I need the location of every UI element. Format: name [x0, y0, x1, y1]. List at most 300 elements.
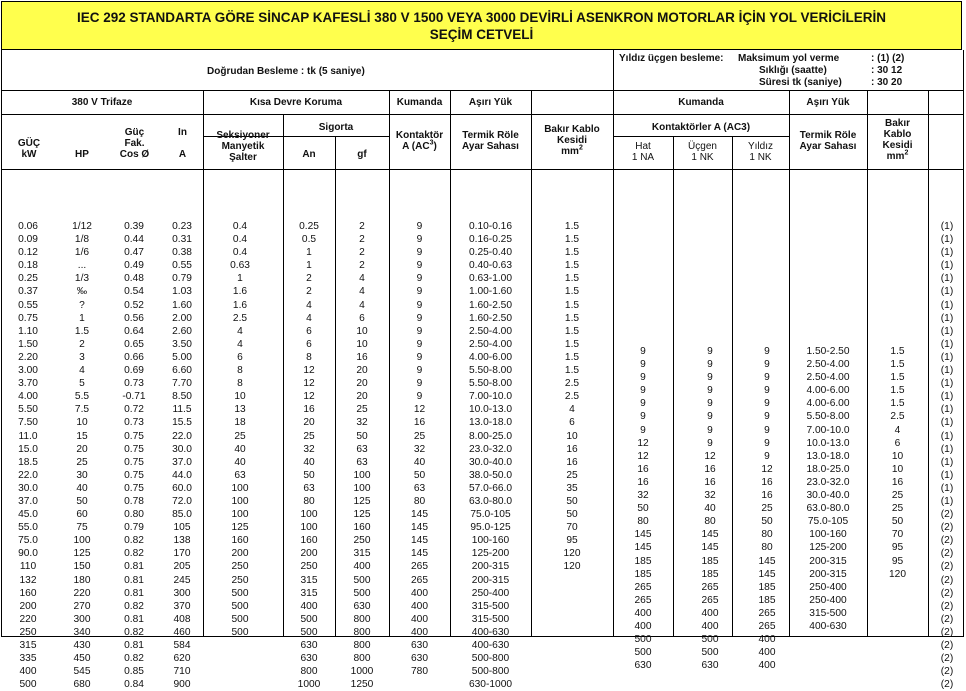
- cell-hat: 16: [637, 463, 649, 475]
- cell-seks: 1.6: [232, 299, 248, 311]
- cell-cos: 0.75: [124, 430, 144, 442]
- max-start-values: : (1) (2): [871, 53, 905, 64]
- cell-ucgen: 9: [707, 398, 713, 410]
- cell-in: 900: [173, 679, 191, 691]
- cell-ucgen: 40: [704, 503, 716, 515]
- column-note: [930, 220, 964, 691]
- cell-kw: 15.0: [18, 443, 38, 455]
- cell-gf: 4: [359, 273, 365, 285]
- cell-kont: 400: [411, 626, 428, 638]
- cell-in: 0.31: [172, 234, 192, 246]
- cell-seks: 8: [237, 365, 243, 377]
- cell-bakir2: 6: [894, 437, 901, 449]
- cell-seks: 125: [231, 522, 249, 534]
- cell-hp: 340: [73, 626, 91, 638]
- cell-termik2: 100-160: [809, 529, 847, 541]
- cell-kw: 0.18: [18, 260, 38, 272]
- cell-termik: 13.0-18.0: [468, 417, 513, 429]
- cell-kw: 160: [19, 587, 37, 599]
- cell-hp: 450: [73, 653, 91, 665]
- cell-yildiz: 16: [761, 476, 773, 488]
- title-line-1: IEC 292 STANDARTA GÖRE SİNCAP KAFESLİ 380 V 1500 VEYA 3000 DEVİRLİ ASENKRON MOTORLAR İÇİN YOL VERİCİLERİN: [77, 10, 886, 25]
- cell-hat: 9: [640, 359, 646, 371]
- cell-gf: 800: [353, 653, 371, 665]
- cell-yildiz: 400: [758, 634, 776, 646]
- cell-cos: 0.78: [124, 495, 144, 507]
- cell-ucgen: 9: [707, 437, 713, 449]
- cell-kont: 400: [411, 613, 428, 625]
- cell-kont: 9: [416, 221, 423, 232]
- cell-termik: 250-400: [471, 587, 510, 599]
- cell-cos: 0.64: [124, 325, 144, 337]
- cell-hat: 9: [640, 346, 646, 357]
- cell-bakir: 1.5: [564, 299, 580, 311]
- column-hp: [57, 220, 107, 691]
- cell-termik2: 250-400: [809, 594, 847, 606]
- cell-seks: 500: [231, 626, 249, 638]
- cell-kw: 22.0: [18, 469, 38, 481]
- cell-in: 30.0: [172, 443, 192, 455]
- header-line: Hat 1 NA: [631, 141, 655, 163]
- cell-in: 11.5: [172, 404, 192, 416]
- cell-hat: 265: [634, 594, 652, 606]
- cell-termik: 0.40-0.63: [468, 260, 513, 272]
- cell-cos: 0.66: [124, 351, 144, 363]
- cell-an: 4: [306, 312, 312, 324]
- cell-kont: 400: [411, 587, 428, 599]
- cell-note: (1): [940, 351, 954, 363]
- cell-hp: 50: [76, 495, 88, 507]
- cell-ucgen: 16: [704, 476, 716, 488]
- cell-seks: 13: [234, 404, 246, 416]
- header-copper-cable-2: Bakır Kablo Kesidi $mm^2$: [882, 118, 913, 162]
- cell-seks: 0.4: [232, 221, 248, 232]
- cell-kont: 9: [416, 351, 423, 363]
- cell-kont: 265: [411, 574, 428, 586]
- cell-yildiz: 25: [761, 503, 773, 515]
- cell-in: 1.03: [172, 286, 192, 298]
- cell-cos: 0.56: [124, 312, 144, 324]
- duration-label: Süresi tk (saniye): [759, 77, 842, 88]
- cell-termik: 0.25-0.40: [468, 247, 513, 259]
- cell-cos: 0.72: [124, 404, 144, 416]
- cell-kont: 25: [413, 430, 426, 442]
- cell-in: 0.79: [172, 273, 192, 285]
- cell-note: (1): [940, 286, 954, 298]
- cell-termik: 630-1000: [468, 679, 513, 691]
- cell-termik2: 125-200: [809, 542, 847, 554]
- cell-cos: 0.44: [124, 234, 144, 246]
- cell-an: 0.25: [299, 221, 319, 232]
- cell-an: 500: [300, 613, 318, 625]
- cell-cos: 0.47: [124, 247, 144, 259]
- cell-hat: 400: [634, 620, 652, 632]
- cell-termik2: 250-400: [809, 581, 847, 593]
- cell-termik: 0.63-1.00: [468, 273, 513, 285]
- cell-kw: 7.50: [18, 417, 38, 429]
- cell-ucgen: 32: [704, 490, 716, 502]
- cell-termik: 5.50-8.00: [468, 365, 513, 377]
- cell-kont: 145: [411, 535, 428, 547]
- cell-hat: 32: [637, 490, 649, 502]
- cell-termik2: 18.0-25.0: [806, 463, 850, 475]
- cell-in: 5.00: [172, 351, 192, 363]
- cell-note: (1): [940, 221, 954, 232]
- header-control-2: Kumanda: [678, 97, 724, 108]
- cell-an: 80: [303, 495, 315, 507]
- cell-bakir2: 25: [891, 503, 904, 515]
- cell-cos: 0.48: [124, 273, 144, 285]
- cell-gf: 63: [356, 443, 368, 455]
- header-disconnector: Seksiyoner Manyetik Şalter: [216, 130, 270, 163]
- cell-cos: 0.75: [124, 482, 144, 494]
- cell-hp: 150: [73, 561, 91, 573]
- cell-bakir: 70: [566, 522, 578, 534]
- cell-bakir: 1.5: [564, 273, 580, 285]
- cell-in: 0.38: [172, 247, 192, 259]
- cell-cos: 0.81: [124, 574, 144, 586]
- cell-ucgen: 500: [701, 647, 719, 659]
- cell-bakir2: 1.5: [890, 359, 905, 371]
- cell-note: (2): [940, 600, 954, 612]
- cell-hat: 80: [637, 516, 649, 528]
- cell-bakir: 2.5: [564, 378, 580, 390]
- cell-cos: 0.73: [124, 378, 144, 390]
- cell-termik2: 13.0-18.0: [806, 450, 850, 462]
- cell-hp: 1/3: [74, 273, 90, 285]
- duration-values: : 30 20: [871, 77, 903, 88]
- cell-an: 32: [303, 443, 315, 455]
- cell-note: (2): [940, 535, 954, 547]
- cell-bakir2: 1.5: [890, 346, 905, 357]
- cell-hat: 12: [637, 450, 649, 462]
- cell-gf: 800: [353, 640, 371, 651]
- cell-termik2: 200-315: [809, 568, 847, 580]
- cell-termik: 5.50-8.00: [468, 378, 513, 390]
- cell-cos: 0.73: [124, 417, 144, 429]
- cell-note: (2): [940, 509, 954, 521]
- cell-an: 800: [300, 666, 318, 678]
- cell-kont: 780: [411, 666, 428, 678]
- cell-bakir2: 1.5: [890, 398, 905, 410]
- header-overload: Aşırı Yük: [468, 97, 513, 108]
- cell-termik: 1.00-1.60: [468, 286, 513, 298]
- header-contactors: Kontaktörler A (AC3): [651, 122, 751, 133]
- cell-note: (2): [940, 640, 954, 651]
- header-gf: gf: [357, 149, 367, 160]
- cell-kw: 90.0: [18, 548, 38, 560]
- cell-yildiz: 265: [758, 620, 776, 632]
- cell-note: (1): [940, 469, 954, 481]
- cell-kont: 400: [411, 600, 428, 612]
- header-short-circuit: Kısa Devre Koruma: [249, 97, 343, 108]
- cell-cos: 0.82: [124, 600, 144, 612]
- cell-note: (2): [940, 574, 954, 586]
- cell-hp: 1/12: [72, 221, 92, 232]
- cell-termik: 38.0-50.0: [468, 469, 513, 481]
- cell-cos: 0.81: [124, 587, 144, 599]
- cell-hp: 7.5: [74, 404, 90, 416]
- cell-hp: 40: [76, 482, 88, 494]
- cell-an: 1: [306, 260, 312, 272]
- table-title: [1, 1, 962, 50]
- cell-hp: 1/8: [74, 234, 90, 246]
- cell-note: (1): [940, 325, 954, 337]
- cell-bakir: 50: [566, 509, 578, 521]
- cell-yildiz: 9: [764, 450, 770, 462]
- cell-gf: 800: [353, 613, 371, 625]
- cell-yildiz: 80: [761, 529, 773, 541]
- cell-yildiz: 9: [764, 424, 770, 436]
- cell-an: 630: [300, 653, 318, 665]
- cell-kw: 400: [19, 666, 37, 678]
- cell-kw: 0.55: [18, 299, 38, 311]
- cell-seks: 0.63: [230, 260, 250, 272]
- cell-kw: 0.06: [18, 221, 38, 232]
- cell-kont: 9: [416, 312, 423, 324]
- cell-kont: 16: [413, 417, 426, 429]
- cell-kw: 1.50: [18, 338, 38, 350]
- cell-cos: 0.65: [124, 338, 144, 350]
- column-an: [283, 220, 335, 691]
- cell-termik: 10.0-13.0: [468, 404, 513, 416]
- cell-termik2: 5.50-8.00: [806, 411, 850, 423]
- cell-bakir: 2.5: [564, 391, 580, 403]
- cell-gf: 2: [359, 234, 365, 246]
- header-copper-cable: Bakır Kablo Kesidi $mm^2$: [544, 124, 600, 157]
- cell-yildiz: 265: [758, 607, 776, 619]
- cell-gf: 1000: [350, 666, 374, 678]
- cell-in: 370: [173, 600, 191, 612]
- cell-ucgen: 12: [704, 450, 716, 462]
- cell-bakir: 50: [566, 495, 578, 507]
- cell-in: 0.23: [172, 221, 192, 232]
- cell-ucgen: 185: [701, 568, 719, 580]
- cell-bakir2: 95: [891, 555, 904, 567]
- column-gf: [335, 220, 389, 691]
- cell-yildiz: 12: [761, 463, 773, 475]
- cell-termik2: 10.0-13.0: [806, 437, 850, 449]
- cell-ucgen: 9: [707, 372, 713, 384]
- cell-gf: 63: [356, 456, 368, 468]
- cell-hp: 20: [76, 443, 88, 455]
- cell-kw: 110: [19, 561, 37, 573]
- cell-hat: 265: [634, 581, 652, 593]
- cell-termik: 95.0-125: [470, 522, 511, 534]
- cell-seks: 8: [237, 378, 243, 390]
- cell-cos: 0.82: [124, 548, 144, 560]
- cell-bakir2: 25: [891, 490, 904, 502]
- cell-kont: 145: [411, 522, 428, 534]
- cell-bakir: 1.5: [564, 221, 580, 232]
- cell-gf: 100: [353, 482, 371, 494]
- cell-an: 250: [300, 561, 318, 573]
- cell-gf: 400: [353, 561, 371, 573]
- cell-seks: 160: [231, 535, 249, 547]
- cell-hp: 10: [76, 417, 88, 429]
- header-thermal-relay: Termik Röle Ayar Sahası: [462, 130, 519, 152]
- column-disconnector: [209, 220, 271, 639]
- cell-gf: 25: [356, 404, 368, 416]
- cell-kw: 132: [19, 574, 37, 586]
- cell-termik: 200-315: [471, 574, 510, 586]
- cell-in: 22.0: [172, 430, 192, 442]
- cell-termik: 0.10-0.16: [468, 221, 513, 232]
- cell-cos: 0.75: [124, 469, 144, 481]
- cell-note: (2): [940, 548, 954, 560]
- cell-hat: 500: [634, 634, 652, 646]
- cell-seks: 500: [231, 587, 249, 599]
- cell-kw: 45.0: [18, 509, 38, 521]
- cell-an: 6: [306, 325, 312, 337]
- cell-an: 12: [303, 391, 315, 403]
- cell-cos: 0.52: [124, 299, 144, 311]
- cell-termik2: 4.00-6.00: [806, 385, 850, 397]
- cell-yildiz: 9: [764, 346, 770, 357]
- cell-ucgen: 145: [701, 529, 719, 541]
- cell-note: (1): [940, 495, 954, 507]
- cell-kont: 40: [413, 456, 426, 468]
- cell-note: (2): [940, 679, 954, 691]
- cell-kw: 37.0: [18, 495, 38, 507]
- cell-hp: 5.5: [74, 391, 90, 403]
- column-line: [613, 345, 673, 672]
- cell-in: 138: [173, 535, 191, 547]
- cell-cos: 0.81: [124, 613, 144, 625]
- cell-kw: 5.50: [18, 404, 38, 416]
- cell-termik: 1.60-2.50: [468, 312, 513, 324]
- cell-bakir: 1.5: [564, 312, 580, 324]
- cell-ucgen: 80: [704, 516, 716, 528]
- cell-in: 44.0: [172, 469, 192, 481]
- cell-bakir: 120: [563, 548, 581, 560]
- cell-kw: 0.25: [18, 273, 38, 285]
- cell-note: (1): [940, 404, 954, 416]
- cell-kw: 75.0: [18, 535, 38, 547]
- column-copper-cable-2: [867, 345, 928, 581]
- cell-note: (1): [940, 299, 954, 311]
- cell-note: (1): [940, 234, 954, 246]
- cell-bakir: 1.5: [564, 365, 580, 377]
- cell-ucgen: 145: [701, 542, 719, 554]
- cell-an: 12: [303, 378, 315, 390]
- cell-note: (1): [940, 378, 954, 390]
- cell-an: 6: [306, 338, 312, 350]
- cell-an: 4: [306, 299, 312, 311]
- cell-bakir: 35: [566, 482, 578, 494]
- cell-bakir: 1.5: [564, 234, 580, 246]
- cell-bakir: 16: [566, 456, 578, 468]
- cell-note: (2): [940, 626, 954, 638]
- cell-termik2: 75.0-105: [807, 516, 849, 528]
- cell-hat: 145: [634, 542, 652, 554]
- cell-hp: 15: [76, 430, 88, 442]
- header-control: Kumanda: [396, 97, 443, 108]
- cell-ucgen: 16: [704, 463, 716, 475]
- cell-kont: 145: [411, 509, 428, 521]
- cell-yildiz: 400: [758, 647, 776, 659]
- cell-bakir: 120: [563, 561, 581, 573]
- header-contactor: Kontaktör A $(AC^3)$: [395, 130, 444, 152]
- cell-an: 315: [300, 574, 318, 586]
- cell-bakir: 6: [569, 417, 575, 429]
- cell-seks: 4: [237, 338, 243, 350]
- cell-seks: 6: [237, 351, 243, 363]
- cell-termik: 7.00-10.0: [468, 391, 513, 403]
- cell-an: 2: [306, 273, 312, 285]
- cell-gf: 125: [353, 495, 371, 507]
- cell-hp: 30: [76, 469, 88, 481]
- cell-ucgen: 500: [701, 634, 719, 646]
- cell-ucgen: 265: [701, 581, 719, 593]
- cell-kw: 0.09: [18, 234, 38, 246]
- header-fuse: Sigorta: [318, 122, 354, 133]
- cell-termik: 2.50-4.00: [468, 325, 513, 337]
- cell-kont: 630: [411, 640, 428, 651]
- cell-kont: 9: [416, 391, 423, 403]
- cell-bakir2: 10: [891, 463, 904, 475]
- cell-ucgen: 9: [707, 424, 713, 436]
- cell-kont: 9: [416, 247, 423, 259]
- cell-kont: 9: [416, 234, 423, 246]
- frequency-values: : 30 12: [871, 65, 903, 76]
- title-line-2: SEÇİM CETVELİ: [429, 27, 534, 42]
- cell-gf: 250: [353, 535, 371, 547]
- cell-gf: 125: [353, 509, 371, 521]
- cell-hat: 185: [634, 568, 652, 580]
- cell-kw: 200: [19, 600, 37, 612]
- cell-kw: 30.0: [18, 482, 38, 494]
- cell-in: 3.50: [172, 338, 192, 350]
- cell-seks: 500: [231, 600, 249, 612]
- cell-kont: 9: [416, 325, 423, 337]
- column-in: [159, 220, 205, 691]
- cell-termik: 57.0-66.0: [468, 482, 513, 494]
- cell-in: 85.0: [172, 509, 192, 521]
- cell-termik: 100-160: [471, 535, 510, 547]
- cell-cos: 0.49: [124, 260, 144, 272]
- cell-hat: 50: [637, 503, 649, 515]
- cell-note: (1): [940, 312, 954, 324]
- cell-kont: 32: [413, 443, 426, 455]
- cell-termik: 2.50-4.00: [468, 338, 513, 350]
- cell-gf: 20: [356, 378, 368, 390]
- cell-bakir: 25: [566, 469, 578, 481]
- cell-hp: 60: [76, 509, 88, 521]
- cell-kont: 9: [416, 299, 423, 311]
- cell-gf: 2: [359, 247, 365, 259]
- cell-termik2: 2.50-4.00: [806, 359, 850, 371]
- cell-bakir2: 70: [891, 529, 904, 541]
- cell-in: 15.5: [172, 417, 192, 429]
- cell-hp: 545: [73, 666, 91, 678]
- frequency-label: Sıklığı (saatte): [759, 65, 827, 76]
- cell-termik: 200-315: [471, 561, 510, 573]
- cell-note: (1): [940, 443, 954, 455]
- cell-ucgen: 9: [707, 359, 713, 371]
- cell-hp: 100: [73, 535, 91, 547]
- cell-gf: 20: [356, 365, 368, 377]
- cell-gf: 2: [359, 260, 365, 272]
- cell-hp: 5: [79, 378, 85, 390]
- cell-an: 1: [306, 247, 312, 259]
- cell-kont: 50: [413, 469, 426, 481]
- cell-an: 16: [303, 404, 315, 416]
- cell-ucgen: 265: [701, 594, 719, 606]
- cell-note: (1): [940, 260, 954, 272]
- cell-termik2: 315-500: [809, 607, 847, 619]
- cell-in: 60.0: [172, 482, 192, 494]
